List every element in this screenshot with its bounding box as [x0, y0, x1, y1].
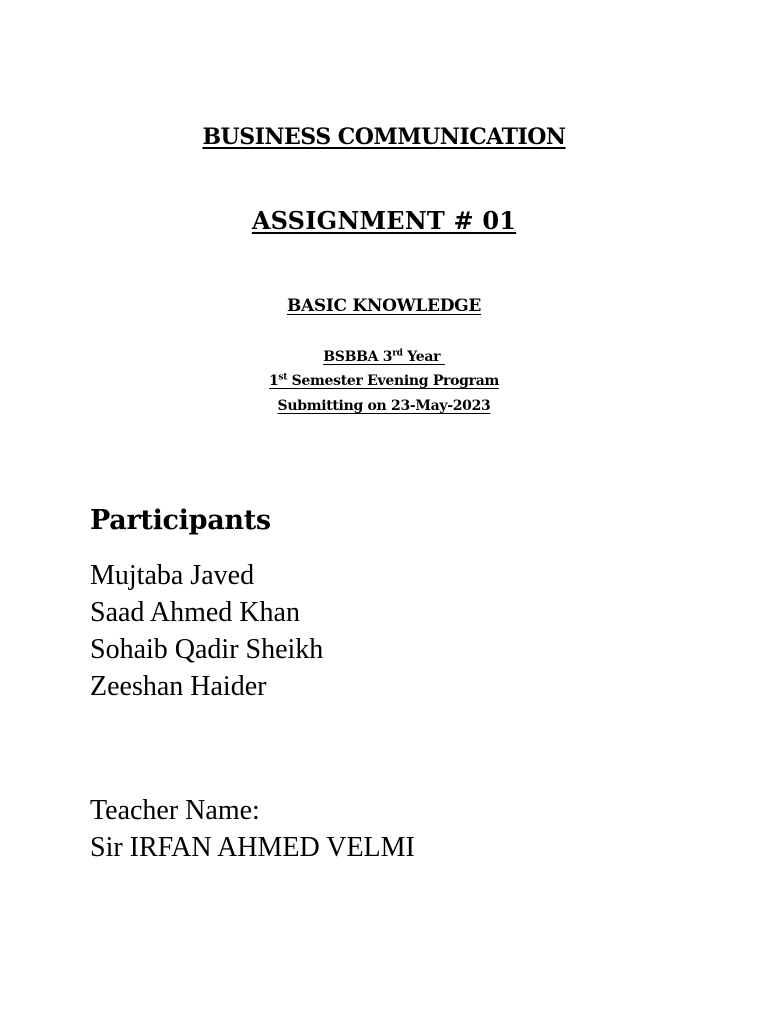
participant-name: Sohaib Qadir Sheikh — [90, 634, 324, 665]
program-year-line — [0, 349, 768, 365]
submission-date-line: Submitting on 23-May-2023 — [277, 398, 491, 414]
program-year-suffix: Year — [402, 349, 445, 365]
teacher-name: Sir IRFAN AHMED VELMI — [90, 832, 415, 863]
assignment-title: ASSIGNMENT # 01 — [251, 206, 517, 235]
semester-superscript: st — [278, 372, 288, 383]
program-year-prefix: BSBBA 3 — [323, 349, 393, 365]
participant-name: Mujtaba Javed — [90, 560, 255, 591]
participants-list — [90, 557, 323, 705]
teacher-label: Teacher Name: — [90, 795, 260, 826]
program-year-superscript: rd — [392, 348, 403, 359]
topic-title: BASIC KNOWLEDGE — [286, 296, 482, 316]
course-title: BUSINESS COMMUNICATION — [202, 124, 566, 150]
semester-line — [0, 373, 768, 389]
teacher-block — [90, 792, 415, 866]
semester-prefix: 1 — [268, 373, 279, 389]
participants-heading: Participants — [90, 505, 271, 536]
participant-name: Saad Ahmed Khan — [90, 597, 300, 628]
semester-suffix: Semester Evening Program — [287, 373, 500, 389]
participant-name: Zeeshan Haider — [90, 671, 267, 702]
